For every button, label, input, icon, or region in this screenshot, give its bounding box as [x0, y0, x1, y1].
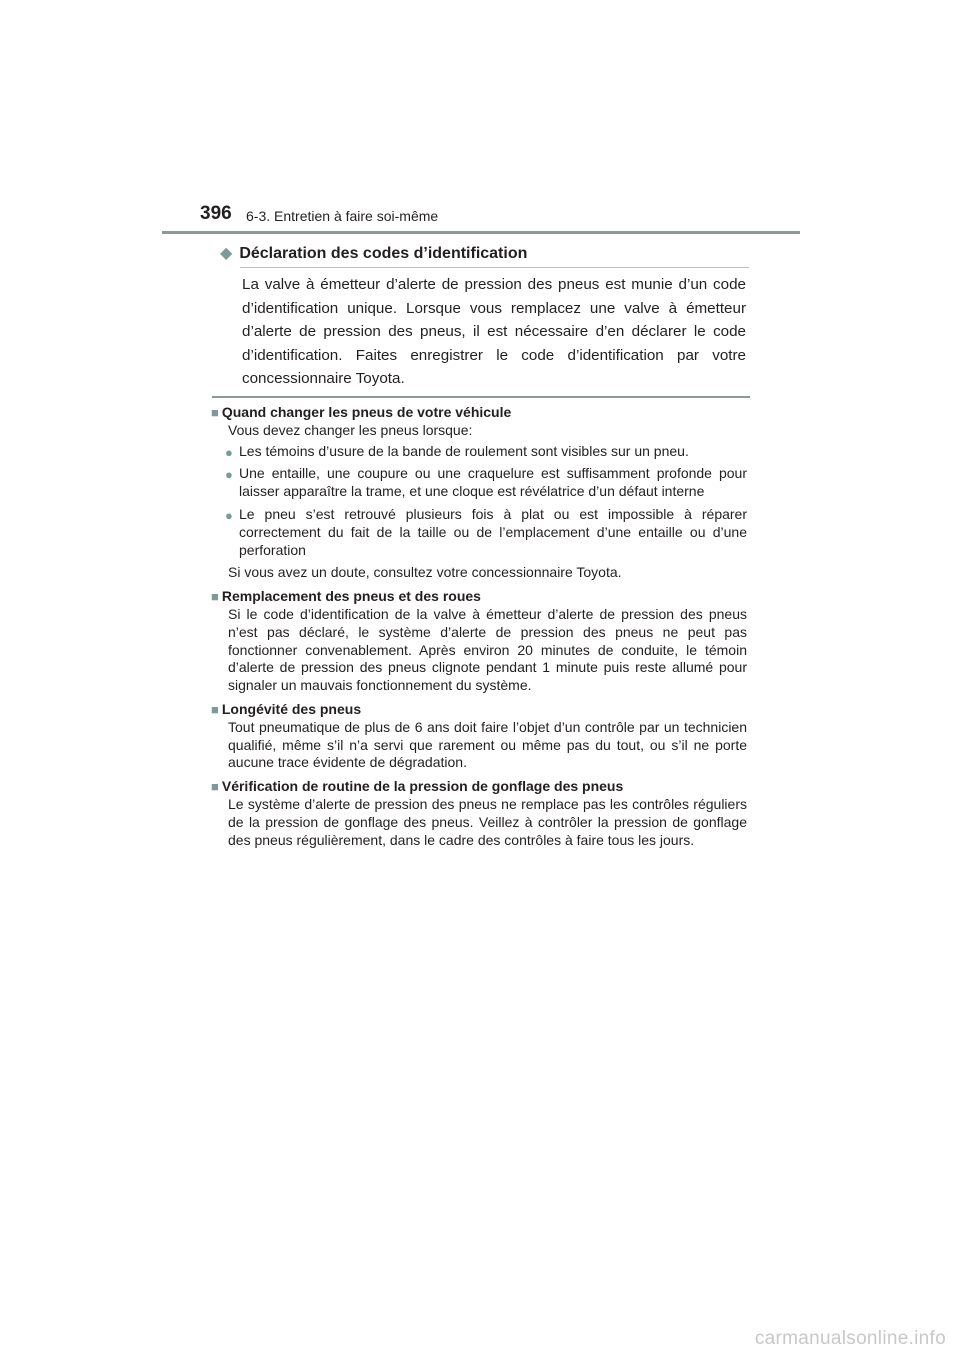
square-bullet-icon: ■	[211, 405, 219, 420]
section-divider	[212, 396, 750, 398]
notes	[211, 404, 747, 855]
note-heading	[211, 588, 747, 606]
bullet-icon: ●	[225, 467, 233, 483]
bullet-icon: ●	[225, 444, 233, 460]
list-item-text: Le pneu s’est retrouvé plusieurs fois à plat ou est impossible à réparer correctement du fait de la taille ou de l’emplacement d’une entaille ou d’une perforation	[239, 505, 747, 558]
note-outro: Si vous avez un doute, consultez votre concessionnaire Toyota.	[228, 564, 622, 581]
running-head: 6-3. Entretien à faire soi-même	[246, 208, 439, 224]
list-item	[211, 506, 747, 559]
note-intro: Vous devez changer les pneus lorsque:	[228, 421, 473, 438]
section-title-text: Déclaration des codes d’identification	[239, 245, 528, 262]
note-heading	[211, 778, 747, 796]
note-heading	[211, 701, 747, 719]
watermark: carmanualsonline.info	[754, 1328, 946, 1349]
bullet-list	[211, 443, 747, 560]
section-title	[220, 243, 760, 263]
note-heading	[211, 404, 747, 422]
list-item-text: Les témoins d’usure de la bande de roulement sont visibles sur un pneu.	[239, 442, 689, 459]
note-body: Le système d’alerte de pression des pneus ne remplace pas les contrôles réguliers de la pression de gonflage des pneus. Veillez à contrôler la pression de gonflage des pneus régulièrement, dans le cadre des contrôles à faire tous les jours.	[228, 795, 747, 848]
diamond-icon: ◆	[220, 245, 233, 262]
declaration-text: La valve à émetteur d’alerte de pression des pneus est munie d’un code d’identification unique. Lorsque vous remplacez une valve à émetteur d’alerte de pression des pneus, il est nécessaire d’en déclarer le code d’identification. Faites enregistrer le code d’identification par votre concessionnaire Toyota.	[242, 276, 746, 388]
bullet-icon: ●	[225, 507, 233, 523]
square-bullet-icon: ■	[211, 701, 219, 717]
note-replacement	[211, 588, 747, 695]
page-number: 396	[200, 203, 232, 224]
list-item	[211, 465, 747, 501]
square-bullet-icon: ■	[211, 589, 219, 605]
square-bullet-icon: ■	[211, 779, 219, 795]
note-when-change	[211, 404, 747, 582]
note-heading-text: Quand changer les pneus de votre véhicule	[221, 404, 512, 420]
note-heading-text: Remplacement des pneus et des roues	[221, 588, 481, 605]
note-inflation	[211, 778, 747, 849]
title-rule	[240, 267, 749, 268]
note-body: Tout pneumatique de plus de 6 ans doit faire l’objet d’un contrôle par un technicien qualifié, même s’il n’a servi que rarement ou même pas du tout, ou s’il ne porte aucune trace évidente de dégradation.	[228, 718, 747, 771]
note-longevity	[211, 701, 747, 772]
list-item	[211, 443, 747, 461]
header-rule	[162, 231, 800, 234]
note-heading-text: Longévité des pneus	[221, 700, 362, 717]
note-body: Si le code d’identification de la valve à émetteur d’alerte de pression des pneus n’est pas déclaré, le système d’alerte de pression des pneus ne peut pas fonctionner convenablement. Après environ 20 minutes de conduite, le témoin d’alerte de pression des pneus clignote pendant 1 minute puis reste allumé pour signaler un mauvais fonctionnement du système.	[228, 605, 747, 694]
note-heading-text: Vérification de routine de la pression de gonflage des pneus	[221, 778, 624, 795]
list-item-text: Une entaille, une coupure ou une craquelure est suffisamment profonde pour laisser apparaître la trame, et une cloque est révélatrice d’un défaut interne	[239, 465, 747, 500]
